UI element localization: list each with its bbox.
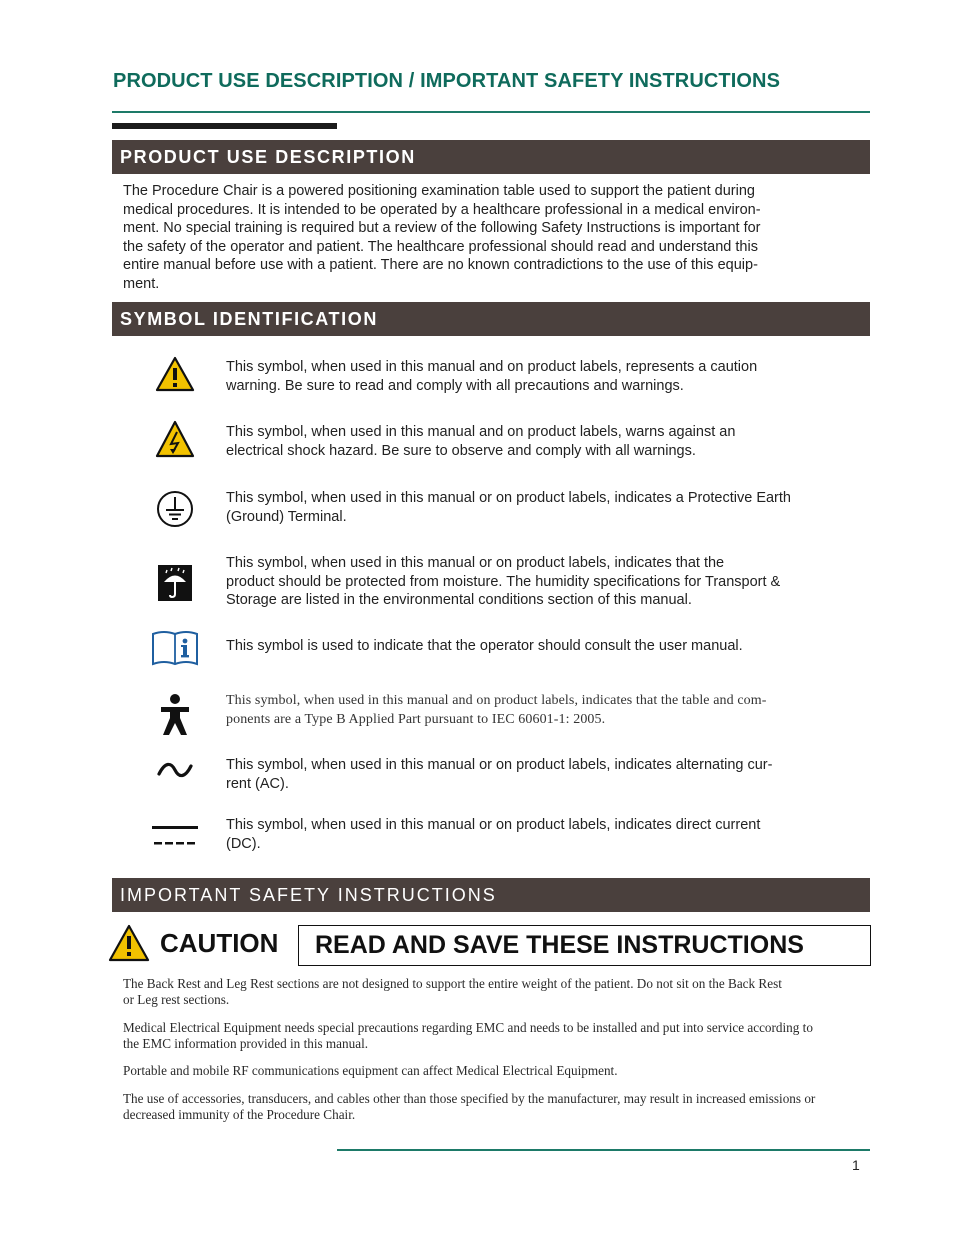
section-heading: PRODUCT USE DESCRIPTION (120, 146, 416, 167)
text-line: This symbol, when used in this manual or on product labels, indicates direct current (226, 817, 761, 833)
symbol-description (226, 489, 858, 526)
text-line: ment. No special training is required but a review of the following Safety Instructions is important for (123, 220, 761, 237)
section-header-product-use (112, 140, 870, 174)
type-b-applied-part-icon (140, 693, 210, 737)
text-line: ponents are a Type B Applied Part pursuant to IEC 60601-1: 2005. (226, 711, 606, 727)
read-save-text: READ AND SAVE THESE INSTRUCTIONS (315, 931, 804, 959)
safety-paragraph (123, 1020, 858, 1052)
symbol-description (226, 637, 858, 656)
section-heading: SYMBOL IDENTIFICATION (120, 308, 378, 329)
title-divider (112, 111, 870, 113)
caution-label: CAUTION (160, 928, 279, 958)
text-line: the EMC information provided in this manual. (123, 1036, 369, 1051)
caution-triangle-icon (140, 356, 210, 392)
symbol-description (226, 756, 858, 793)
text-line: electrical shock hazard. Be sure to observe and comply with all warnings. (226, 442, 696, 459)
safety-paragraph (123, 1091, 858, 1123)
protective-earth-icon (140, 489, 210, 529)
footer-divider (337, 1149, 870, 1151)
direct-current-icon (140, 824, 210, 848)
consult-manual-icon (140, 630, 210, 666)
symbol-description (226, 358, 858, 395)
text-line: medical procedures. It is intended to be operated by a healthcare professional in a medical environ- (123, 201, 761, 218)
section-header-symbols (112, 302, 870, 336)
section-heading: IMPORTANT SAFETY INSTRUCTIONS (120, 884, 497, 905)
section-header-safety (112, 878, 870, 912)
text-line: warning. Be sure to read and comply with all precautions and warnings. (226, 377, 684, 394)
text-line: the safety of the operator and patient. The healthcare professional should read and understand this (123, 238, 758, 255)
text-line: This symbol is used to indicate that the operator should consult the user manual. (226, 638, 743, 654)
page-title: PRODUCT USE DESCRIPTION / IMPORTANT SAFETY INSTRUCTIONS (113, 70, 781, 92)
alternating-current-icon (140, 760, 210, 780)
text-line: The Back Rest and Leg Rest sections are not designed to support the entire weight of the patient. Do not sit on the Back Rest (123, 976, 782, 991)
symbol-description (226, 423, 858, 460)
symbol-description (226, 816, 858, 853)
symbol-description (226, 554, 858, 610)
text-line: decreased immunity of the Procedure Chair. (123, 1107, 356, 1122)
text-line: This symbol, when used in this manual or on product labels, indicates a Protective Earth (226, 490, 791, 506)
text-line: This symbol, when used in this manual and on product labels, represents a caution (226, 359, 758, 375)
safety-paragraph (123, 1063, 858, 1079)
accent-bar (112, 123, 337, 129)
text-line: entire manual before use with a patient. There are no known contradictions to the use of this equip- (123, 257, 758, 274)
text-line: Medical Electrical Equipment needs special precautions regarding EMC and needs to be installed and put into service according to (123, 1020, 813, 1035)
text-line: or Leg rest sections. (123, 992, 230, 1007)
page-number: 1 (852, 1157, 860, 1173)
text-line: The use of accessories, transducers, and cables other than those specified by the manufacturer, may result in increased emissions or (123, 1091, 816, 1106)
text-line: This symbol, when used in this manual and on product labels, indicates that the table and com- (226, 693, 767, 708)
text-line: Portable and mobile RF communications equipment can affect Medical Electrical Equipment. (123, 1063, 618, 1078)
safety-paragraph (123, 976, 858, 1008)
product-use-paragraph (123, 182, 863, 294)
symbol-description (226, 692, 858, 729)
text-line: This symbol, when used in this manual or on product labels, indicates that the (226, 555, 725, 571)
text-line: This symbol, when used in this manual and on product labels, warns against an (226, 424, 736, 440)
electrical-shock-icon (140, 420, 210, 458)
text-line: Storage are listed in the environmental conditions section of this manual. (226, 592, 692, 609)
caution-triangle-icon (108, 924, 150, 967)
text-line: (Ground) Terminal. (226, 508, 347, 525)
text-line: The Procedure Chair is a powered positioning examination table used to support the patient during (123, 183, 755, 199)
keep-dry-umbrella-icon (140, 565, 210, 601)
text-line: This symbol, when used in this manual or on product labels, indicates alternating cur- (226, 757, 773, 773)
text-line: product should be protected from moisture. The humidity specifications for Transport & (226, 573, 781, 590)
text-line: (DC). (226, 835, 261, 852)
read-save-banner (298, 925, 871, 966)
text-line: rent (AC). (226, 775, 289, 792)
text-line: ment. (123, 275, 160, 292)
